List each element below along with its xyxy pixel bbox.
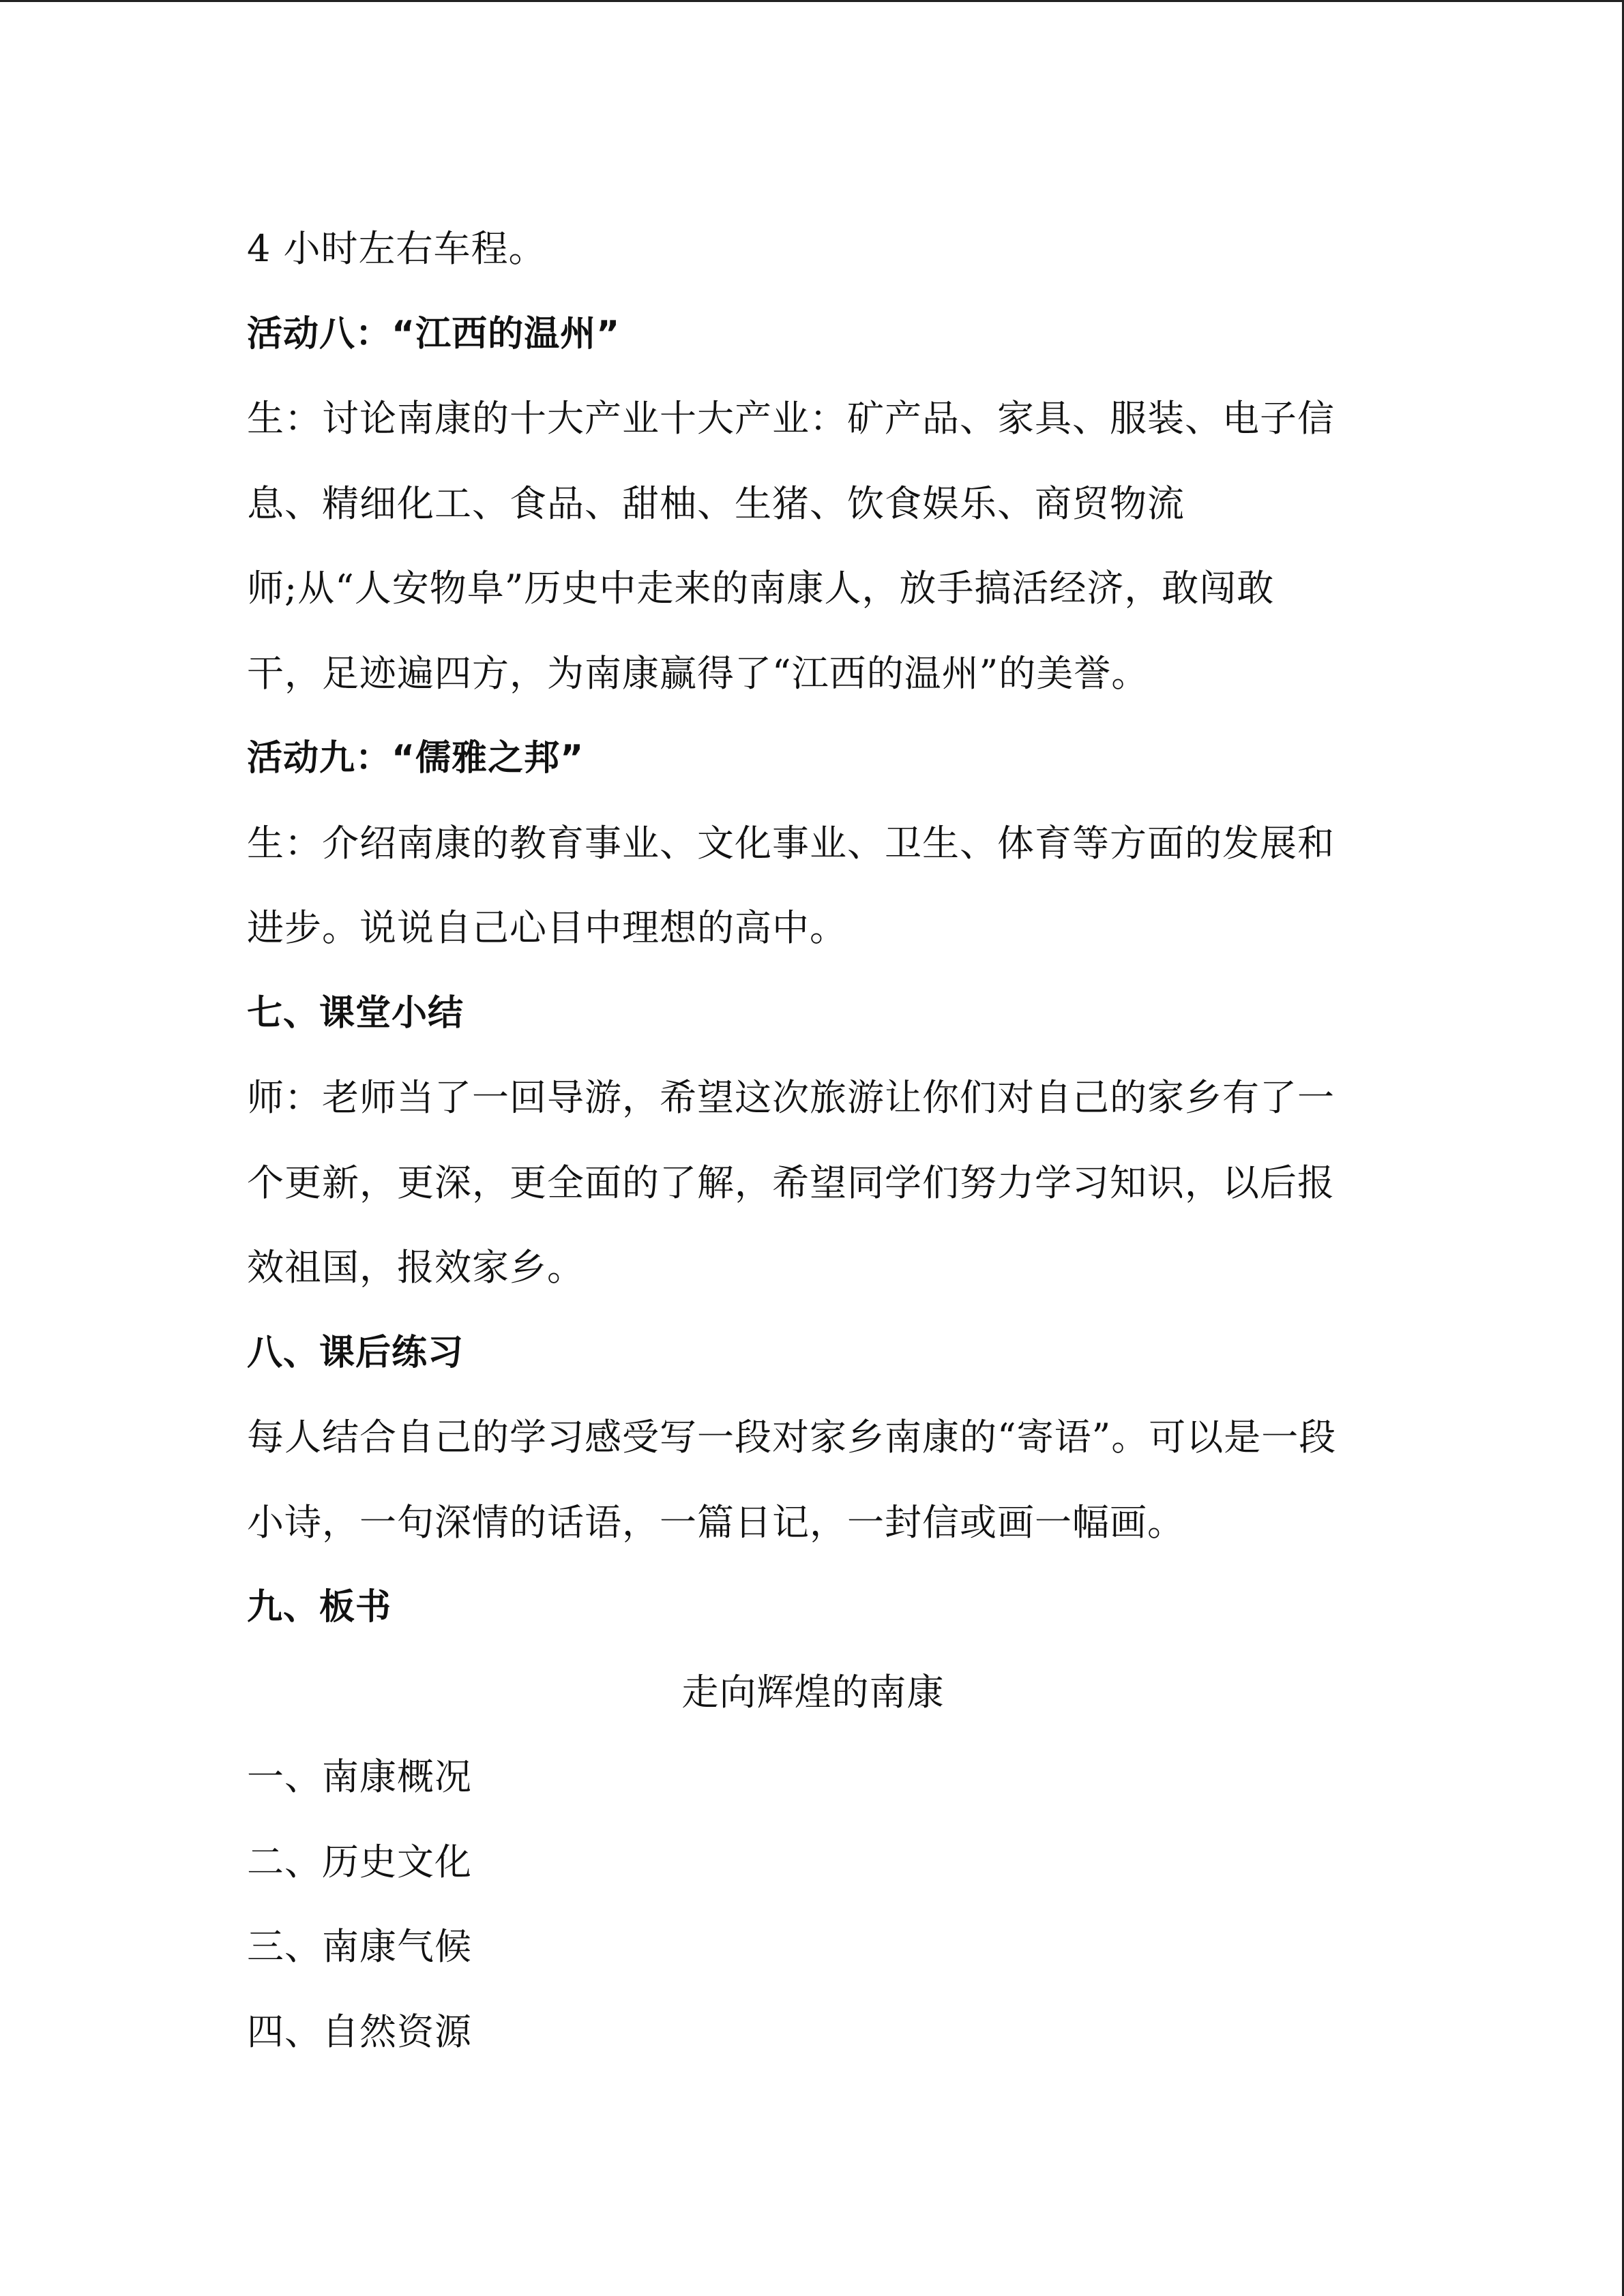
section-heading: 七、课堂小结 <box>247 992 464 1034</box>
text-line: 每人结合自己的学习感受写一段对家乡南康的“寄语”。可以是一段 <box>247 1416 1337 1459</box>
board-item: 一、南康概况 <box>247 1755 472 1798</box>
text-line: 4 小时左右车程。 <box>247 227 546 270</box>
text-line: 进步。说说自己心目中理想的高中。 <box>247 906 847 949</box>
text-line: 干，足迹遍四方，为南康赢得了“江西的温州”的美誉。 <box>247 651 1149 695</box>
board-title: 走向辉煌的南康 <box>681 1670 945 1714</box>
text-line: 生：介绍南康的教育事业、文化事业、卫生、体育等方面的发展和 <box>247 821 1335 865</box>
board-item: 二、历史文化 <box>247 1840 472 1883</box>
document-body <box>247 207 1379 2074</box>
text-line: 小诗，一句深情的话语，一篇日记，一封信或画一幅画。 <box>247 1500 1185 1544</box>
text-line: 个更新，更深，更全面的了解，希望同学们努力学习知识，以后报 <box>247 1161 1335 1204</box>
section-heading: 八、课后练习 <box>247 1332 464 1373</box>
board-item: 三、南康气候 <box>247 1925 472 1968</box>
activity-heading: 活动九：“儒雅之邦” <box>247 738 585 779</box>
text-line: 生：讨论南康的十大产业十大产业：矿产品、家具、服装、电子信 <box>247 397 1335 440</box>
text-line: 效祖国，报效家乡。 <box>247 1246 585 1289</box>
board-item: 四、自然资源 <box>247 2010 472 2053</box>
text-line: 师：老师当了一回导游，希望这次旅游让你们对自己的家乡有了一 <box>247 1076 1335 1119</box>
text-line: 师;从“人安物阜”历史中走来的南康人，放手搞活经济，敢闯敢 <box>247 567 1275 610</box>
section-heading: 九、板书 <box>247 1587 392 1628</box>
text-line: 息、精细化工、食品、甜柚、生猪、饮食娱乐、商贸物流 <box>247 481 1185 525</box>
activity-heading: 活动八：“江西的温州” <box>247 313 621 355</box>
